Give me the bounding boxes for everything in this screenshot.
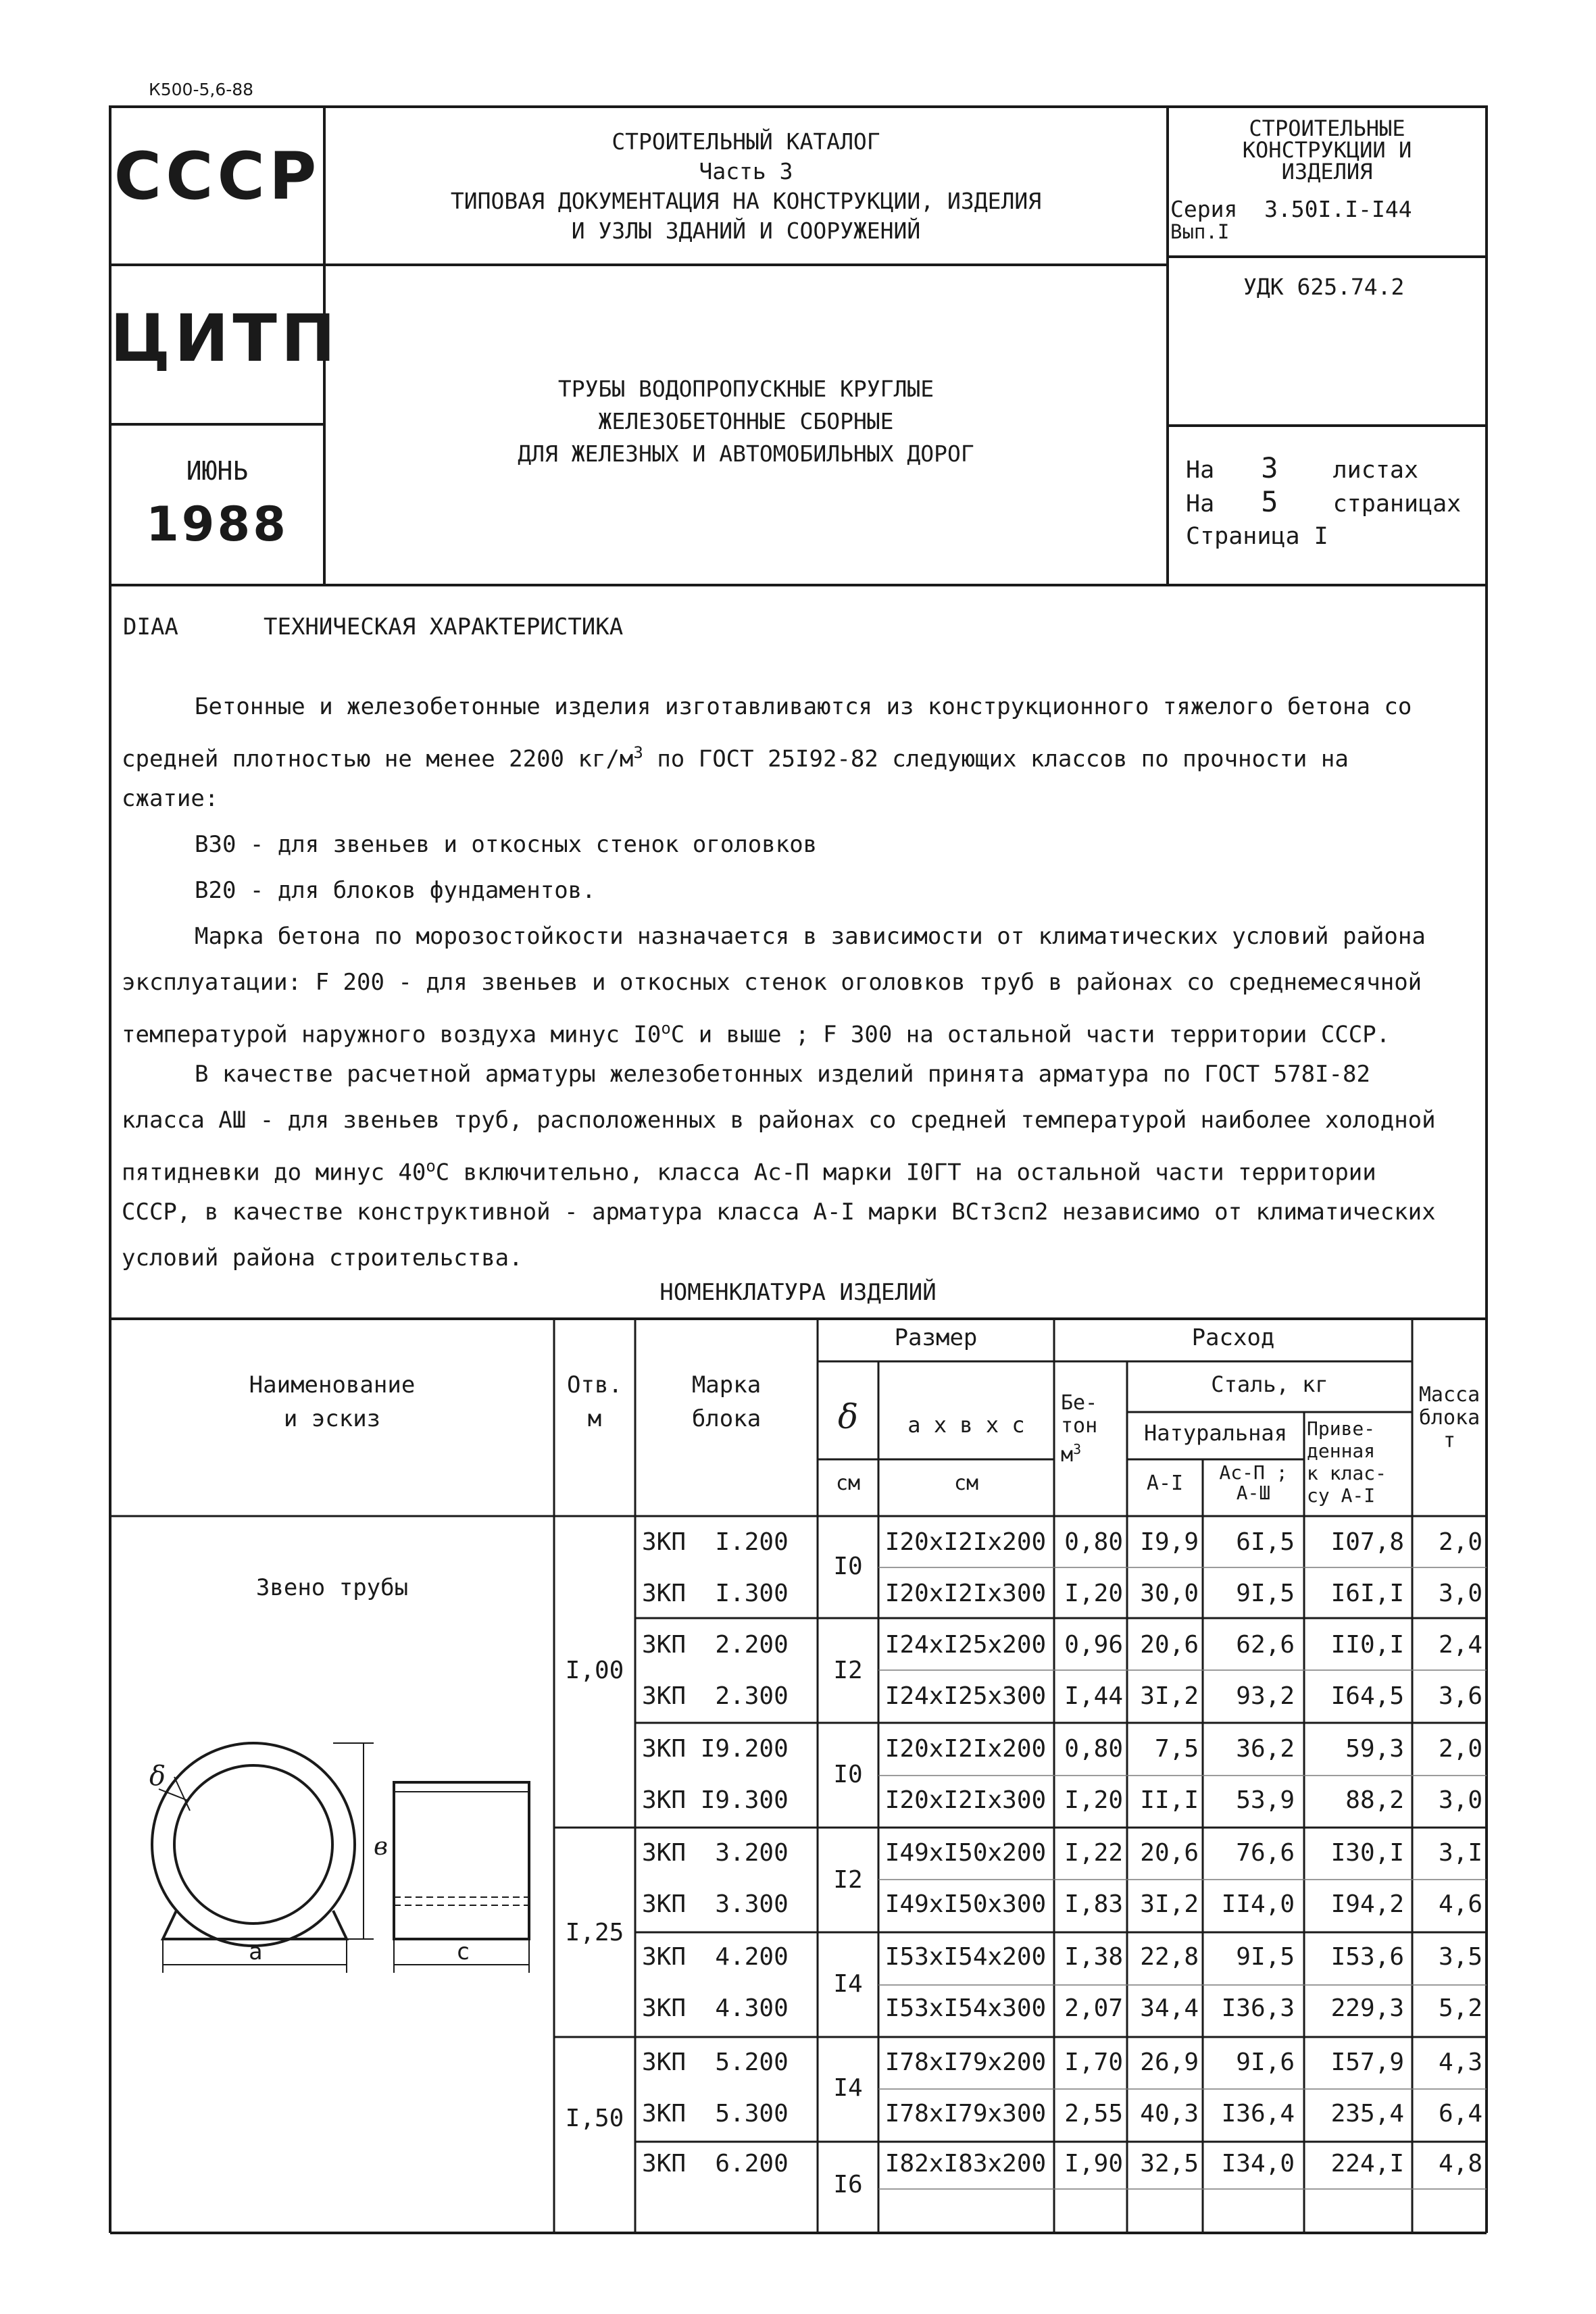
para-8-sup: о	[661, 1019, 671, 1038]
cell-priv: I53,6	[1330, 1943, 1404, 1971]
cell-acp: I34,0	[1221, 2150, 1295, 2178]
cell-ai: 40,3	[1140, 2100, 1199, 2128]
cell-mass: 4,6	[1438, 1890, 1482, 1918]
cell-abc: I24xI25x200	[884, 1631, 1047, 1659]
cell-acp: 9I,5	[1236, 1580, 1295, 1607]
para-2-a: средней плотностью не менее 2200 кг/м	[122, 745, 634, 773]
th-mark-2: блока	[691, 1405, 762, 1432]
cell-ai: 7,5	[1154, 1735, 1199, 1763]
cell-mark: ЗКП 6.200	[642, 2150, 789, 2178]
para-11-b: С включительно, класса Ас-П марки I0ГТ на остальной части территории	[435, 1159, 1376, 1186]
th-priv-1: Приве-	[1307, 1417, 1376, 1440]
catalog-line-3: ТИПОВАЯ ДОКУМЕНТАЦИЯ НА КОНСТРУКЦИИ, ИЗДЕЛИЯ	[450, 188, 1042, 214]
header-year: 1988	[146, 497, 289, 552]
cell-acp: 6I,5	[1236, 1528, 1295, 1556]
cell-acp: 76,6	[1236, 1839, 1295, 1867]
cell-abc: I49xI50x300	[884, 1890, 1047, 1918]
dim-c: с	[456, 1938, 470, 1965]
cell-mark: ЗКП I.300	[642, 1580, 789, 1607]
sheets-word: листах	[1332, 457, 1419, 484]
cell-abc: I49xI50x200	[884, 1839, 1047, 1867]
cell-beton: I,38	[1064, 1943, 1123, 1971]
cell-mark: ЗКП I9.300	[642, 1786, 789, 1814]
th-name-1: Наименование	[249, 1372, 416, 1399]
header-month: ИЮНЬ	[186, 456, 249, 486]
cell-mark: ЗКП I.200	[642, 1528, 789, 1556]
udk: УДК 625.74.2	[1243, 274, 1405, 300]
th-ai: А-I	[1146, 1472, 1184, 1495]
th-name-2: и эскиз	[283, 1405, 381, 1432]
pages-label: На	[1186, 491, 1215, 518]
para-1: Бетонные и железобетонные изделия изготавливаются из конструкционного тяжелого бетона со	[195, 693, 1412, 720]
sheets-label: На	[1186, 457, 1215, 484]
doc-code: К500-5,6-88	[149, 80, 254, 99]
title-line-2: ЖЕЛЕЗОБЕТОННЫЕ СБОРНЫЕ	[598, 408, 894, 434]
cell-ai: 20,6	[1140, 1839, 1199, 1867]
para-4: В30 - для звеньев и откосных стенок оголовков	[195, 831, 818, 858]
th-acp-2: А-Ш	[1236, 1482, 1271, 1504]
cell-ai: 32,5	[1140, 2150, 1199, 2178]
otv-group-1: I,00	[565, 1657, 624, 1684]
cell-ai: 3I,2	[1140, 1890, 1199, 1918]
delta-group-2: I2	[833, 1657, 863, 1684]
pages-num: 5	[1261, 485, 1278, 518]
para-7: эксплуатации: F 200 - для звеньев и откосных стенок оголовков труб в районах со среднемесячной	[122, 969, 1422, 996]
cell-beton: I,20	[1064, 1580, 1123, 1607]
cell-mass: 4,3	[1438, 2048, 1482, 2076]
series: Серия 3.50I.I-I44	[1170, 196, 1412, 222]
cell-acp: 53,9	[1236, 1786, 1295, 1814]
cell-mass: 3,I	[1438, 1839, 1482, 1867]
cell-priv: I6I,I	[1330, 1580, 1404, 1607]
cell-mass: 3,0	[1438, 1580, 1482, 1607]
cell-abc: I78xI79x300	[884, 2100, 1047, 2128]
cell-beton: I,70	[1064, 2048, 1123, 2076]
cell-ai: I9,9	[1140, 1528, 1199, 1556]
cell-ai: 3I,2	[1140, 1682, 1199, 1710]
para-8-a: температурой наружного воздуха минус I0	[122, 1021, 662, 1049]
th-delta: δ	[837, 1397, 859, 1436]
cell-priv: I94,2	[1330, 1890, 1404, 1918]
cell-acp: 9I,5	[1236, 1943, 1295, 1971]
th-mass-2: блока	[1418, 1406, 1480, 1430]
cell-acp: 36,2	[1236, 1735, 1295, 1763]
cell-ai: 26,9	[1140, 2048, 1199, 2076]
th-abc-unit: см	[953, 1472, 979, 1495]
delta-group-6: I4	[833, 2074, 863, 2102]
para-13: условий района строительства.	[122, 1244, 523, 1272]
th-steel: Сталь, кг	[1211, 1372, 1328, 1397]
para-2-sup: 3	[633, 743, 643, 762]
cell-mark: ЗКП 2.300	[642, 1682, 789, 1710]
para-9: В качестве расчетной арматуры железобетонных изделий принята арматура по ГОСТ 578I-82	[195, 1061, 1370, 1088]
th-beton-3	[1061, 1438, 1134, 1467]
th-beton	[1054, 1392, 1134, 1467]
cell-priv: I07,8	[1330, 1528, 1404, 1556]
cell-mark: ЗКП 4.200	[642, 1943, 789, 1971]
cell-mass: 4,8	[1438, 2150, 1482, 2178]
catalog-line-1: СТРОИТЕЛЬНЫЙ КАТАЛОГ	[612, 128, 880, 155]
cell-acp: II4,0	[1221, 1890, 1295, 1918]
cell-abc: I53xI54x300	[884, 1994, 1047, 2022]
cell-abc: I20xI2Ix300	[884, 1580, 1047, 1607]
cell-mass: 2,0	[1438, 1735, 1482, 1763]
cell-abc: I53xI54x200	[884, 1943, 1047, 1971]
para-10: класса АШ - для звеньев труб, расположенных в районах со средней температурой наиболее холодной	[122, 1107, 1436, 1134]
cell-mass: 2,0	[1438, 1528, 1482, 1556]
th-mass	[1412, 1384, 1487, 1453]
dim-a: а	[249, 1938, 263, 1965]
cell-mass: 5,2	[1438, 1994, 1482, 2022]
th-mass-3: т	[1443, 1429, 1456, 1453]
page-number: Страница I	[1186, 523, 1328, 550]
section-code: DIAA	[123, 613, 178, 640]
cell-beton: 0,96	[1064, 1631, 1123, 1659]
para-12: СССР, в качестве конструктивной - арматура класса А-I марки ВСт3сп2 независимо от климатических	[122, 1199, 1436, 1226]
cell-beton: 0,80	[1064, 1528, 1123, 1556]
dim-v: в	[374, 1833, 388, 1861]
otv-group-3: I,50	[565, 2105, 624, 2132]
delta-group-3: I0	[833, 1761, 863, 1788]
cell-priv: I57,9	[1330, 2048, 1404, 2076]
cell-ai: II,I	[1140, 1786, 1199, 1814]
cell-ai: 30,0	[1140, 1580, 1199, 1607]
pipe-sketch	[110, 1608, 554, 1986]
cell-mark: ЗКП 3.200	[642, 1839, 789, 1867]
cell-priv: I30,I	[1330, 1839, 1404, 1867]
cell-beton: I,20	[1064, 1786, 1123, 1814]
para-6: Марка бетона по морозостойкости назначается в зависимости от климатических условий района	[195, 923, 1426, 950]
th-priv-4: су А-I	[1307, 1484, 1376, 1507]
para-5: В20 - для блоков фундаментов.	[195, 877, 596, 904]
pages-word: страницах	[1332, 491, 1462, 518]
th-priv-3: к клас-	[1307, 1462, 1387, 1484]
th-mass-1: Масса	[1418, 1383, 1480, 1407]
cell-acp: 93,2	[1236, 1682, 1295, 1710]
th-beton-m: м	[1061, 1443, 1074, 1467]
th-size: Размер	[894, 1324, 978, 1351]
th-otv-1: Отв.	[567, 1372, 622, 1399]
cell-abc: I20xI2Ix200	[884, 1528, 1047, 1556]
section-title: ТЕХНИЧЕСКАЯ ХАРАКТЕРИСТИКА	[264, 613, 624, 640]
cell-abc: I20xI2Ix300	[884, 1786, 1047, 1814]
th-mark-1: Марка	[691, 1372, 762, 1399]
cell-mark: ЗКП 5.300	[642, 2100, 789, 2128]
right-line-1: СТРОИТЕЛЬНЫЕ	[1249, 116, 1405, 141]
cell-acp: I36,3	[1221, 1994, 1295, 2022]
cell-ai: 20,6	[1140, 1631, 1199, 1659]
para-11-sup: о	[426, 1157, 436, 1176]
th-rashod: Расход	[1191, 1324, 1275, 1351]
th-mark	[635, 1368, 818, 1436]
title-line-1: ТРУБЫ ВОДОПРОПУСКНЫЕ КРУГЛЫЕ	[557, 376, 934, 402]
catalog-line-4: И УЗЛЫ ЗДАНИЙ И СООРУЖЕНИЙ	[571, 218, 921, 244]
cell-priv: I64,5	[1330, 1682, 1404, 1710]
th-beton-sup: 3	[1073, 1441, 1082, 1457]
cell-priv: 88,2	[1345, 1786, 1404, 1814]
cell-abc: I24xI25x300	[884, 1682, 1047, 1710]
cell-ai: 34,4	[1140, 1994, 1199, 2022]
para-3: сжатие:	[122, 785, 219, 812]
table-caption: НОМЕНКЛАТУРА ИЗДЕЛИЙ	[659, 1279, 937, 1306]
th-otv-2: м	[587, 1405, 602, 1432]
th-name	[110, 1368, 554, 1436]
catalog-line-2: Часть 3	[699, 158, 793, 184]
th-priv-2: денная	[1307, 1440, 1376, 1462]
vyp: Вып.I	[1170, 220, 1230, 243]
cell-beton: I,22	[1064, 1839, 1123, 1867]
cell-mark: ЗКП 3.300	[642, 1890, 789, 1918]
cell-ai: 22,8	[1140, 1943, 1199, 1971]
cell-beton: I,44	[1064, 1682, 1123, 1710]
cell-priv: 229,3	[1330, 1994, 1404, 2022]
cell-mark: ЗКП 4.300	[642, 1994, 789, 2022]
delta-group-4: I2	[833, 1866, 863, 1894]
cell-mark: ЗКП 5.200	[642, 2048, 789, 2076]
otv-group-2: I,25	[565, 1919, 624, 1946]
cell-abc: I20xI2Ix200	[884, 1735, 1047, 1763]
cell-priv: 235,4	[1330, 2100, 1404, 2128]
cell-beton: 0,80	[1064, 1735, 1123, 1763]
th-natural: Натуральная	[1144, 1420, 1287, 1446]
para-8-b: С и выше ; F 300 на остальной части территории СССР.	[670, 1021, 1391, 1049]
right-line-3: ИЗДЕЛИЯ	[1281, 159, 1373, 184]
cell-acp: 62,6	[1236, 1631, 1295, 1659]
para-11-a: пятидневки до минус 40	[122, 1159, 426, 1186]
sheets-num: 3	[1261, 451, 1278, 484]
cell-mass: 3,6	[1438, 1682, 1482, 1710]
th-priv	[1307, 1417, 1412, 1507]
th-beton-1: Бе-	[1061, 1391, 1098, 1415]
title-line-3: ДЛЯ ЖЕЛЕЗНЫХ И АВТОМОБИЛЬНЫХ ДОРОГ	[518, 441, 974, 467]
right-line-2: КОНСТРУКЦИИ И	[1242, 137, 1412, 163]
cell-mass: 3,5	[1438, 1943, 1482, 1971]
th-abc: а х в х с	[907, 1412, 1025, 1438]
cell-priv: 224,I	[1330, 2150, 1404, 2178]
cell-mass: 2,4	[1438, 1631, 1482, 1659]
cell-abc: I78xI79x200	[884, 2048, 1047, 2076]
delta-group-7: I6	[833, 2171, 863, 2198]
delta-group-1: I0	[833, 1553, 863, 1580]
cell-beton: 2,07	[1064, 1994, 1123, 2022]
cell-mark: ЗКП I9.200	[642, 1735, 789, 1763]
th-beton-2: тон	[1061, 1414, 1098, 1438]
delta-group-5: I4	[833, 1970, 863, 1998]
cell-mass: 3,0	[1438, 1786, 1482, 1814]
th-delta-unit: см	[835, 1472, 861, 1495]
header-cccp: СССР	[114, 139, 321, 214]
cell-acp: 9I,6	[1236, 2048, 1295, 2076]
cell-beton: I,83	[1064, 1890, 1123, 1918]
dim-delta: δ	[149, 1761, 166, 1792]
th-acp	[1203, 1463, 1304, 1503]
cell-acp: I36,4	[1221, 2100, 1295, 2128]
cell-beton: 2,55	[1064, 2100, 1123, 2128]
cell-priv: 59,3	[1345, 1735, 1404, 1763]
cell-abc: I82xI83x200	[884, 2150, 1047, 2178]
header-citp: ЦИТП	[110, 301, 340, 376]
cell-priv: II0,I	[1330, 1631, 1404, 1659]
th-otv	[554, 1368, 635, 1436]
cell-beton: I,90	[1064, 2150, 1123, 2178]
para-2-b: по ГОСТ 25I92-82 следующих классов по прочности на	[643, 745, 1349, 773]
sketch-label: Звено трубы	[255, 1574, 409, 1601]
cell-mass: 6,4	[1438, 2100, 1482, 2128]
cell-mark: ЗКП 2.200	[642, 1631, 789, 1659]
th-acp-1: Ас-П ;	[1219, 1461, 1288, 1484]
